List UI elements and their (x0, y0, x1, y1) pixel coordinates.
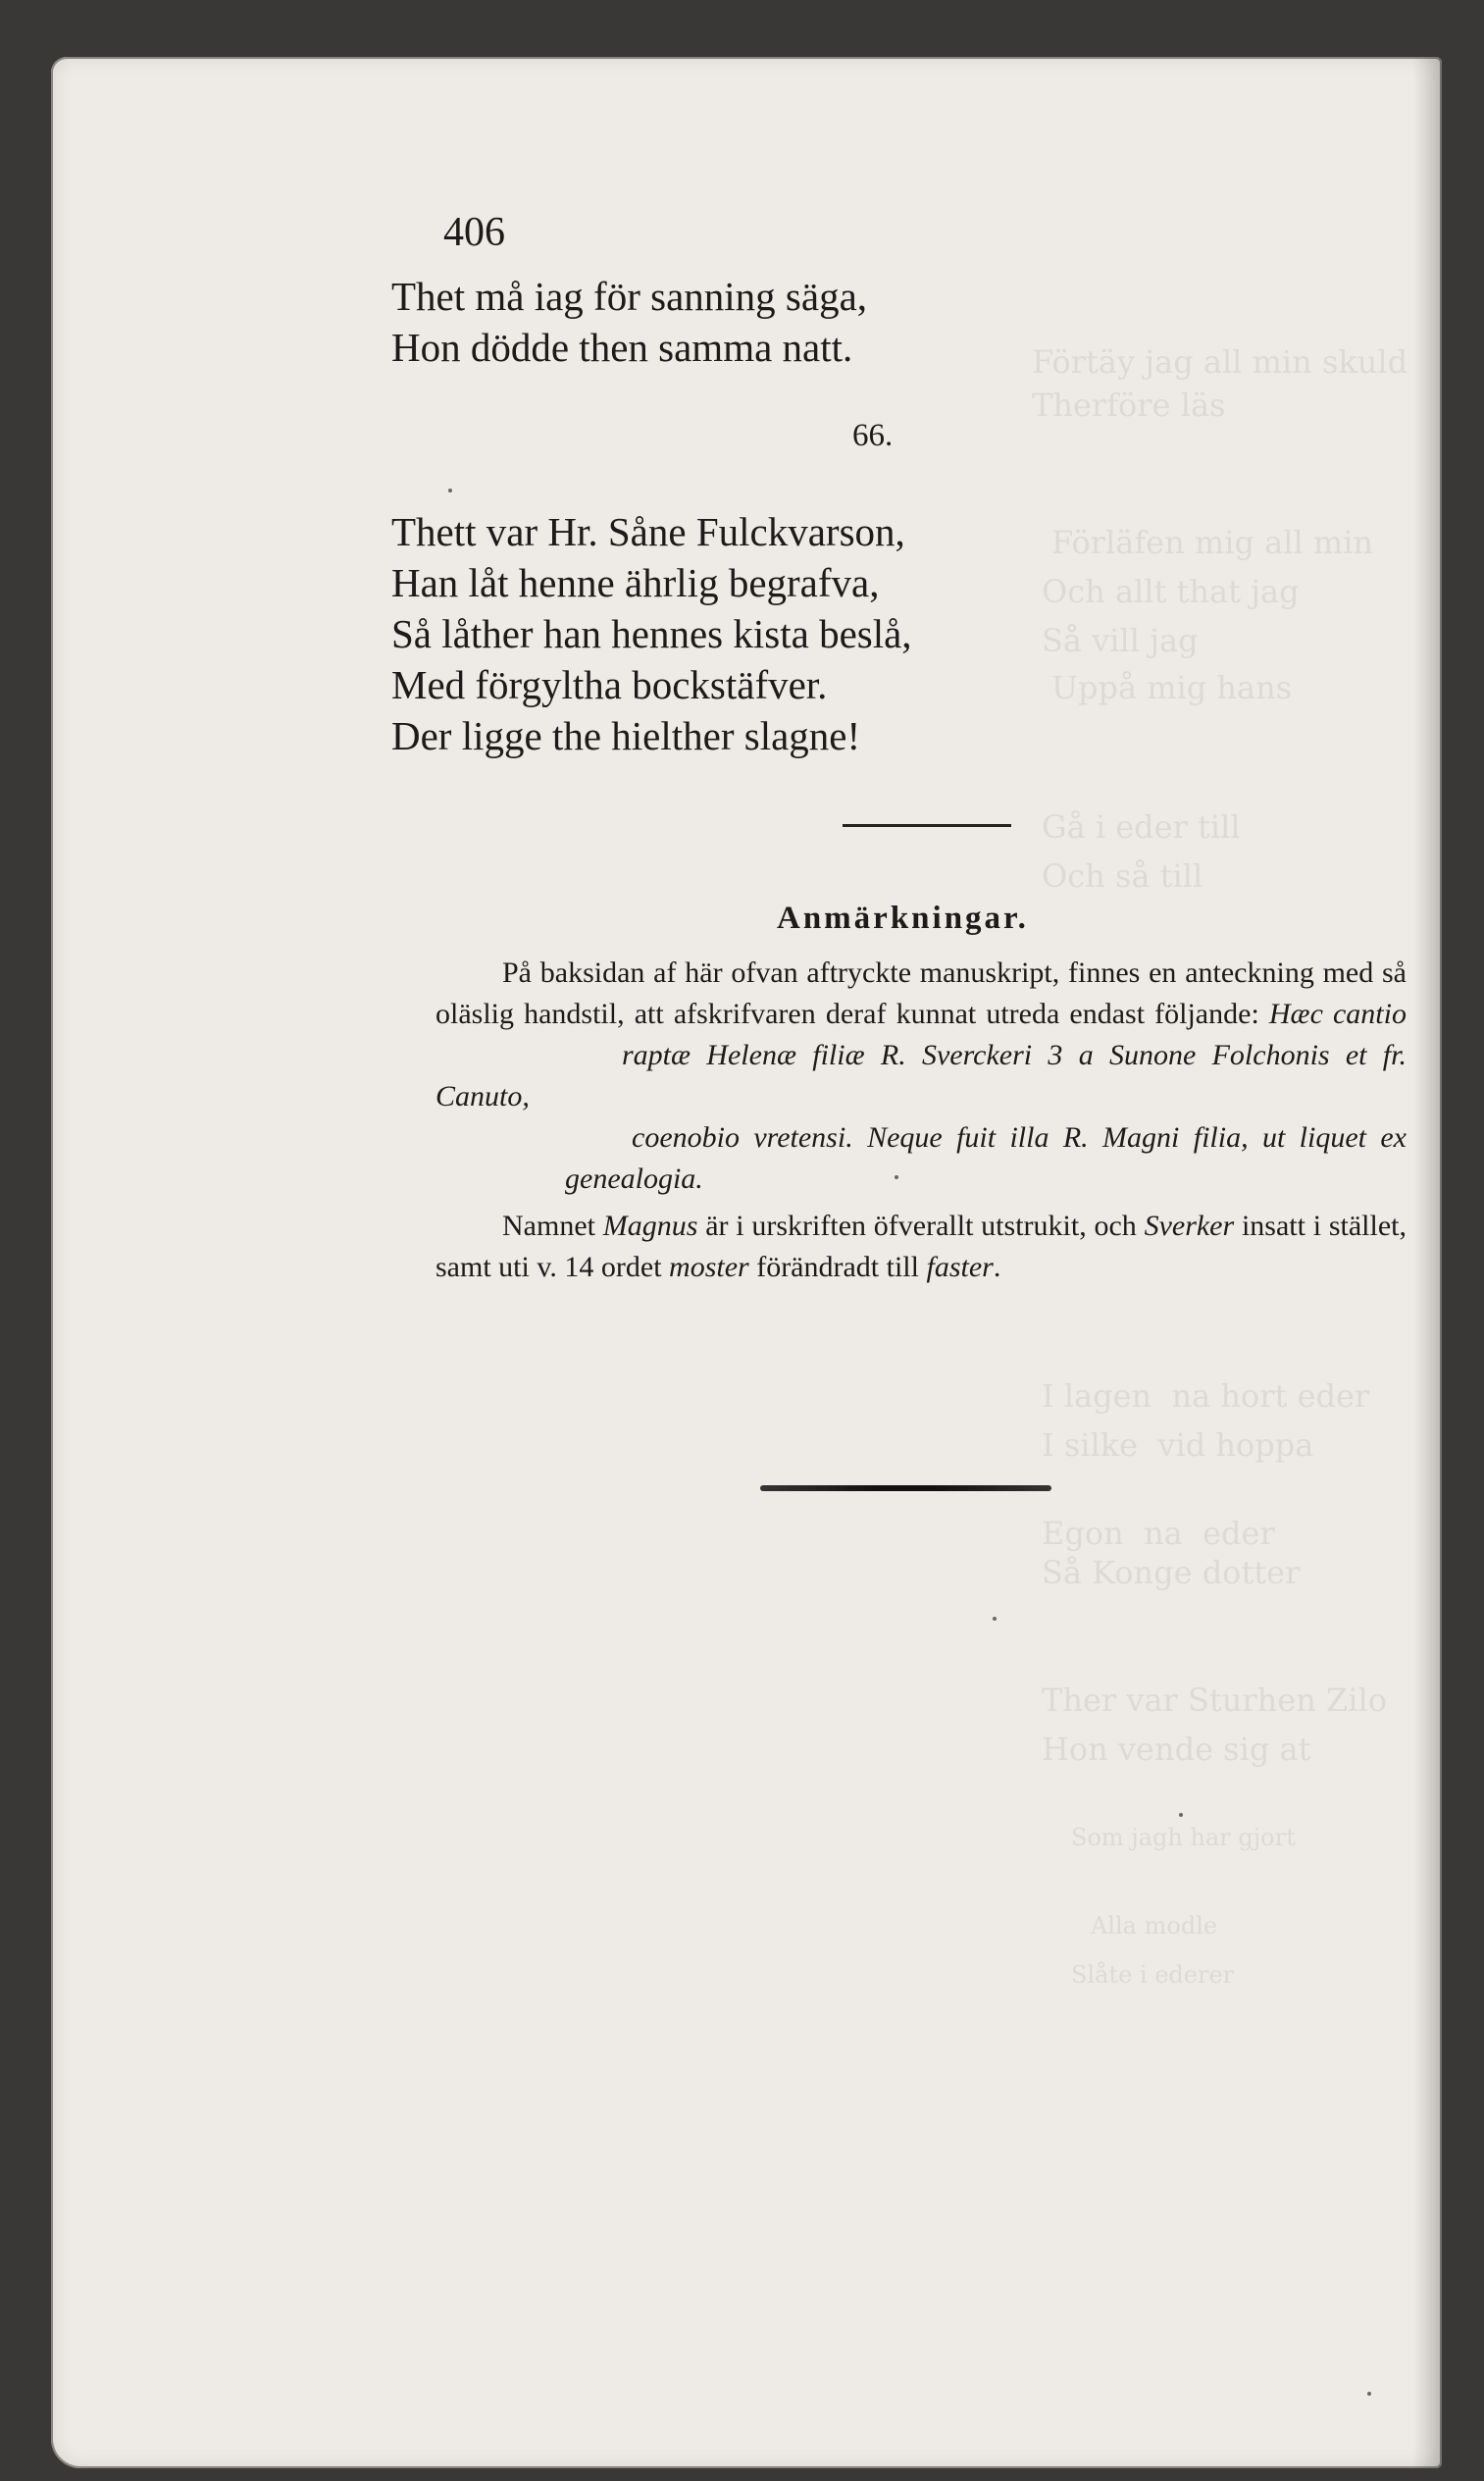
verse-line: Hon dödde then samma natt. (391, 325, 853, 370)
note-paragraph (435, 953, 1407, 1200)
note-text: På baksidan af här ofvan aftryckte manuskript, finnes en anteckning med så oläslig handstil, att afskrifvaren deraf kunnat utreda endast följande: (435, 956, 1407, 1030)
verse-line: Med förgyltha bockstäfver. (391, 662, 828, 707)
end-ornament-rule (760, 1485, 1051, 1491)
note-text: insatt i stället, samt uti v. 14 ordet (435, 1210, 1407, 1283)
stanza-number: 66. (852, 418, 894, 453)
latin-text: raptæ Helenæ filiæ R. Sverckeri 3 a Sunone Folchonis et fr. Canuto, (435, 1039, 1407, 1112)
latin-text: coenobio vretensi. Neque fuit illa R. Magni filia, ut liquet ex genealogia. (565, 1121, 1407, 1195)
note-text: . (993, 1251, 1001, 1283)
page-number: 406 (443, 210, 505, 255)
notes-body (435, 953, 1407, 1288)
page-text (51, 57, 1442, 2468)
show-through-bleed: Förtäy jag all min skuld Therföre läs Förläfen mig all min Och allt that jag Så vill jag Uppå mig hans Gå i eder till Och så till I lagen na hort eder I silke vid hoppa Egon na eder Så Konge dotter Ther var Sturhen Zilo Hon vende sig at Som jagh har gjort Alla modle Slåte i ederer (1032, 343, 1408, 1989)
note-text: Namnet (502, 1210, 603, 1242)
verse-line: Han låt henne ährlig begrafva, (391, 560, 880, 605)
notes-heading: Anmärkningar. (777, 901, 1029, 936)
emphasis-text: Sverker (1144, 1210, 1235, 1242)
verse-line: Der ligge the hielther slagne! (391, 713, 861, 758)
stanza-66 (391, 506, 912, 761)
latin-text: Hæc cantio (1268, 998, 1407, 1030)
verse-lines-top (391, 271, 867, 373)
emphasis-text: Magnus (602, 1210, 698, 1242)
verse-line: Thett var Hr. Såne Fulckvarson, (391, 509, 905, 554)
book-page (51, 57, 1442, 2468)
emphasis-text: moster (669, 1251, 749, 1283)
note-text: förändradt till (748, 1251, 927, 1283)
verse-line: Thet må iag för sanning säga, (391, 274, 868, 319)
section-divider (843, 824, 1011, 827)
note-text: är i urskriften öfverallt utstrukit, och (697, 1210, 1145, 1242)
emphasis-text: faster (926, 1251, 994, 1283)
note-paragraph (435, 1206, 1407, 1288)
verse-line: Så låther han hennes kista beslå, (391, 611, 912, 656)
